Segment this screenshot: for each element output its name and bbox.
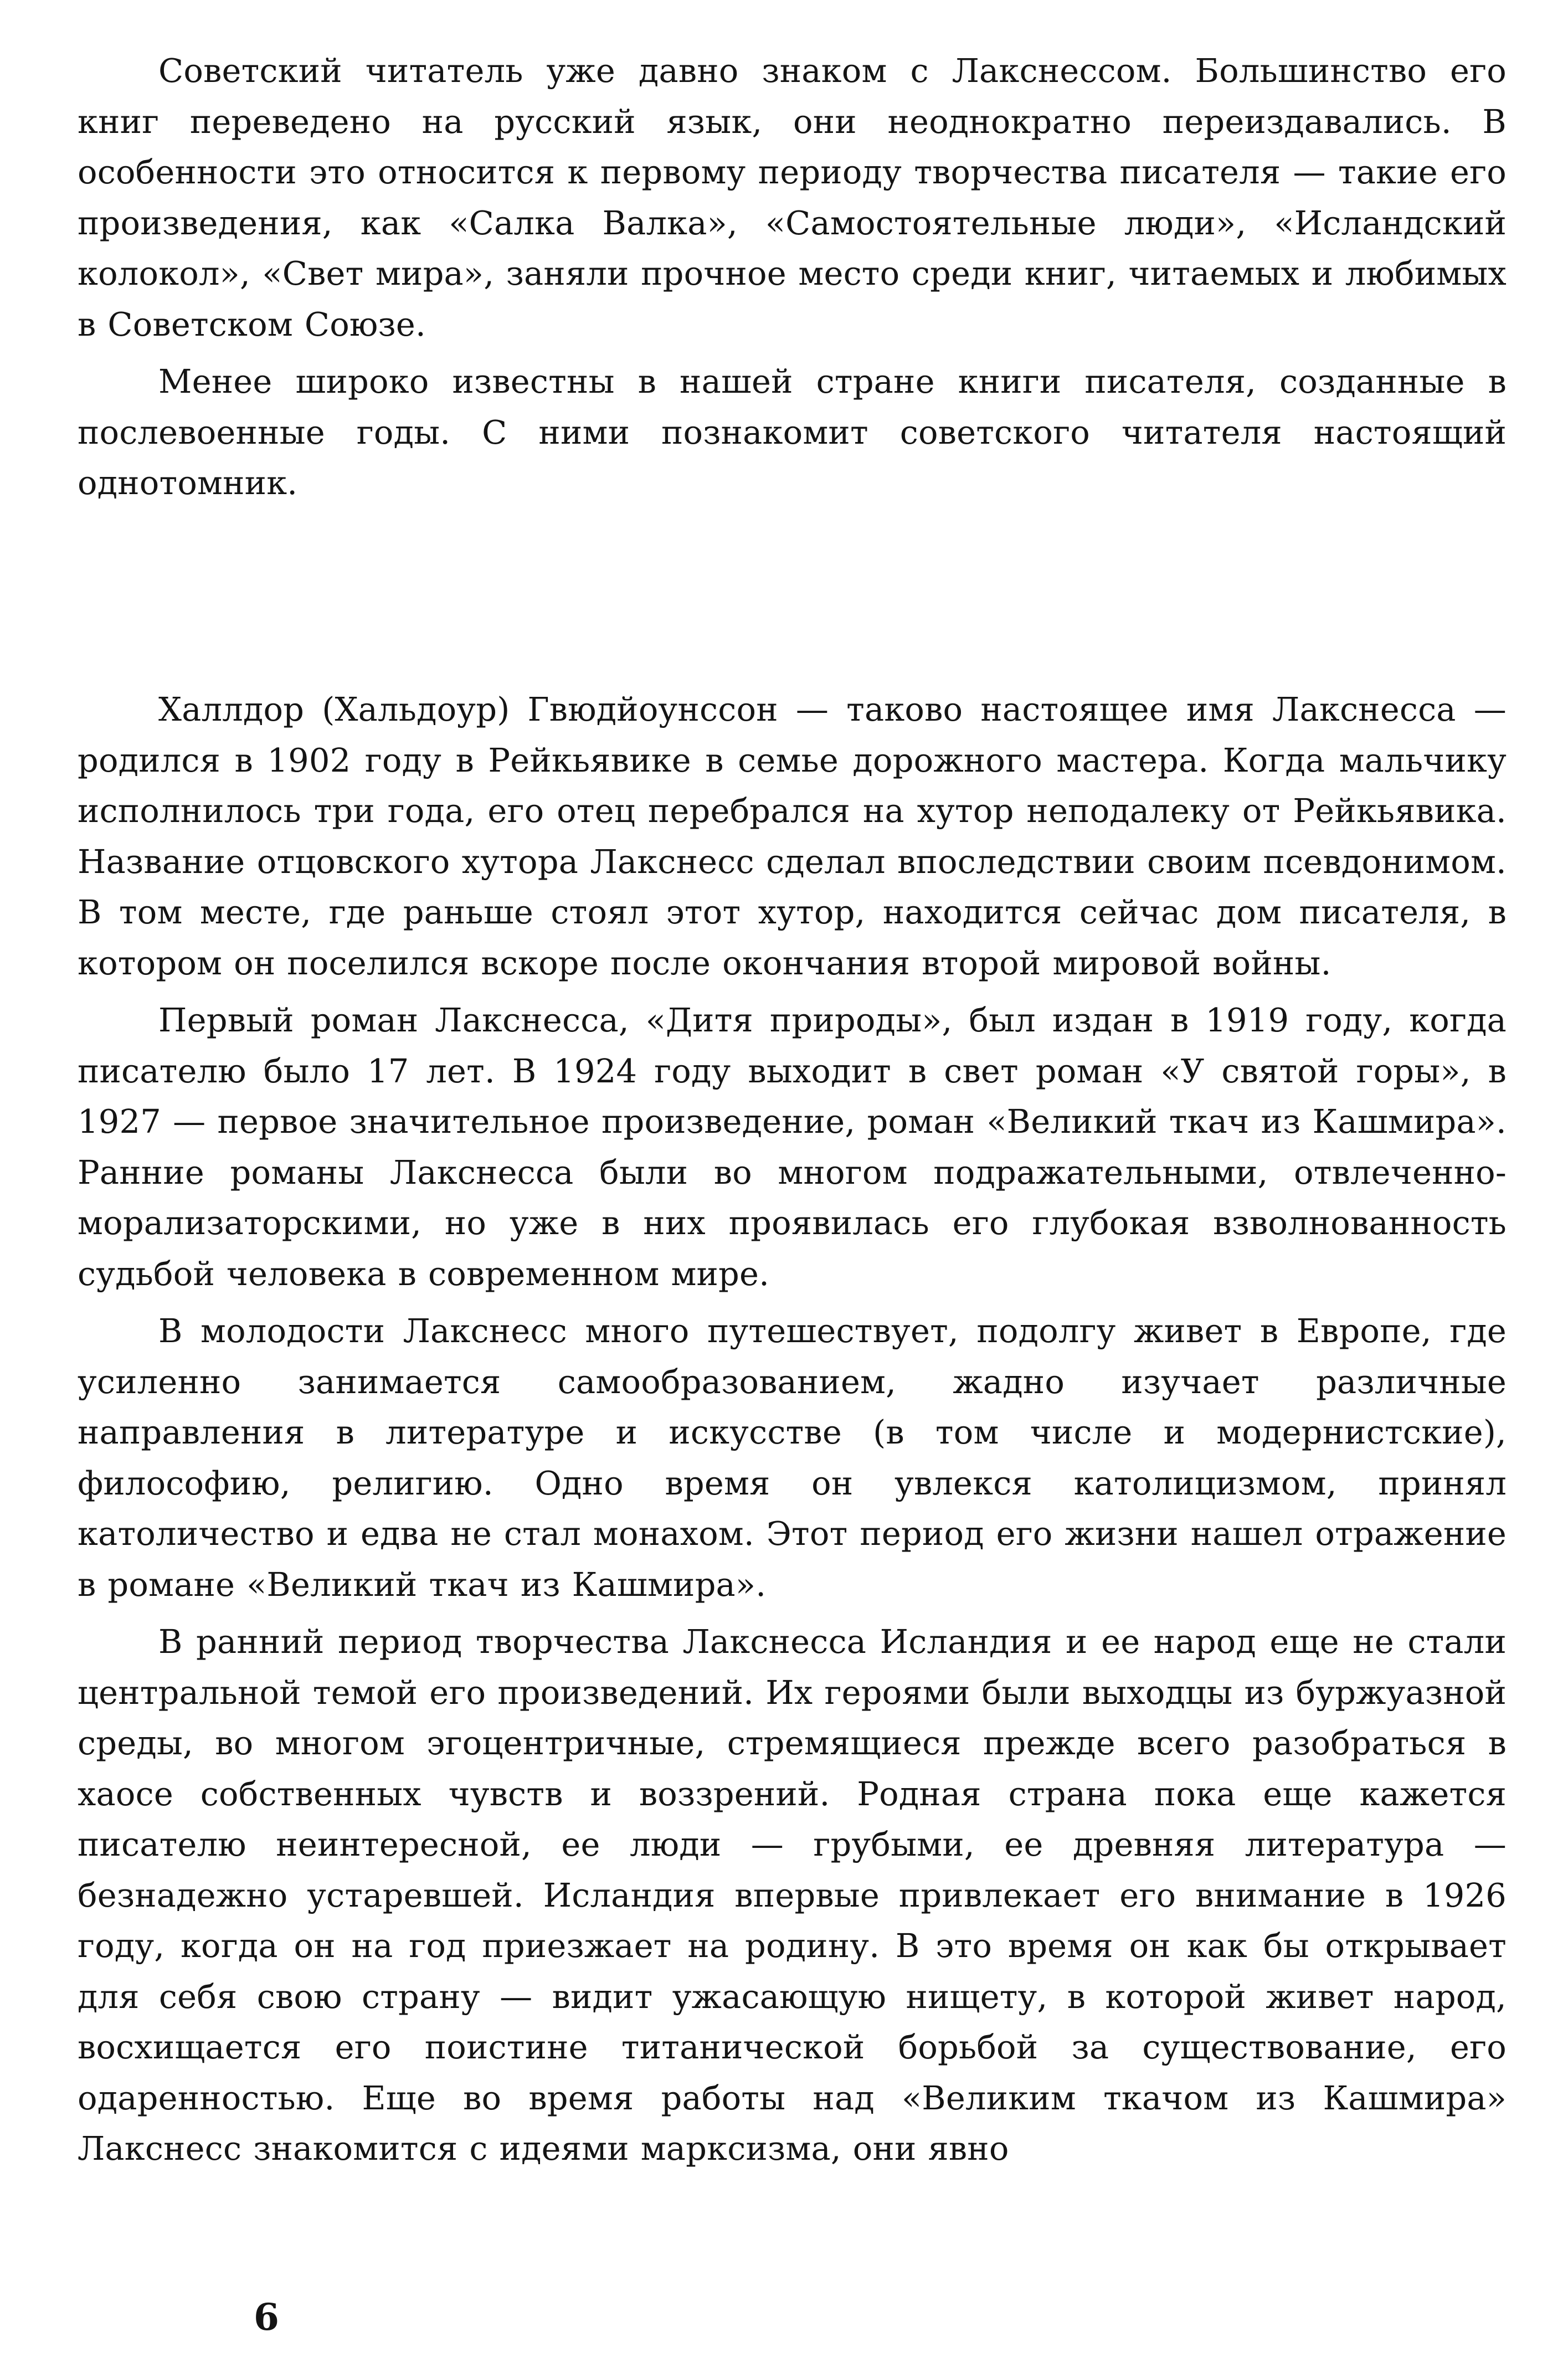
biography-text-block: [78, 684, 1507, 2174]
paragraph: Халлдор (Хальдоур) Гвюдйоунссон — таково настоящее имя Лакснесса — родился в 1902 году в Рейкьявике в семье дорожного мастера. Когда мальчику исполнилось три года, его отец перебрался на хутор неподалеку от Рейкьявика. Название отцовского хутора Лакснесс сделал впоследствии своим псевдонимом. В том месте, где раньше стоял этот хутор, находится сейчас дом писателя, в котором он поселился вскоре после окончания второй мировой войны.: [78, 690, 1507, 982]
paragraph: Советский читатель уже давно знаком с Лакснессом. Большинство его книг переведено на русский язык, они неоднократно переиздавались. В особенности это относится к первому периоду творчества писателя — такие его произведения, как «Салка Валка», «Самостоятельные люди», «Исландский колокол», «Свет мира», заняли прочное место среди книг, читаемых и любимых в Советском Союзе.: [78, 52, 1507, 343]
paragraph: Первый роман Лакснесса, «Дитя природы», был издан в 1919 году, когда писателю было 17 лет. В 1924 году выходит в свет роман «У святой горы», в 1927 — первое значительное произведение, роман «Великий ткач из Кашмира». Ранние романы Лакснесса были во многом подражательными, отвлеченно-морализаторскими, но уже в них проявилась его глубокая взволнованность судьбой человека в современном мире.: [78, 1001, 1507, 1293]
paragraph: Менее широко известны в нашей стране книги писателя, созданные в послевоенные годы. С ними познакомит советского читателя настоящий однотомник.: [78, 362, 1507, 502]
page-number: 6: [254, 2295, 279, 2339]
paragraph: В ранний период творчества Лакснесса Исландия и ее народ еще не стали центральной темой его произведений. Их героями были выходцы из буржуазной среды, во многом эгоцентричные, стремящиеся прежде всего разобраться в хаосе собственных чувств и воззрений. Родная страна пока еще кажется писателю неинтересной, ее люди — грубыми, ее древняя литература — безнадежно устаревшей. Исландия впервые привлекает его внимание в 1926 году, когда он на год приезжает на родину. В это время он как бы открывает для себя свою страну — видит ужасающую нищету, в которой живет народ, восхищается его поистине титанической борьбой за существование, его одаренностью. Еще во время работы над «Великим ткачом из Кашмира» Лакснесс знакомится с идеями марксизма, они явно: [78, 1622, 1507, 2168]
paragraph: В молодости Лакснесс много путешествует, подолгу живет в Европе, где усиленно занимается самообразованием, жадно изучает различные направления в литературе и искусстве (в том числе и модернистские), философию, религию. Одно время он увлекся католицизмом, принял католичество и едва не стал монахом. Этот период его жизни нашел отражение в романе «Великий ткач из Кашмира».: [78, 1312, 1507, 1604]
intro-text-block: [78, 45, 1507, 509]
